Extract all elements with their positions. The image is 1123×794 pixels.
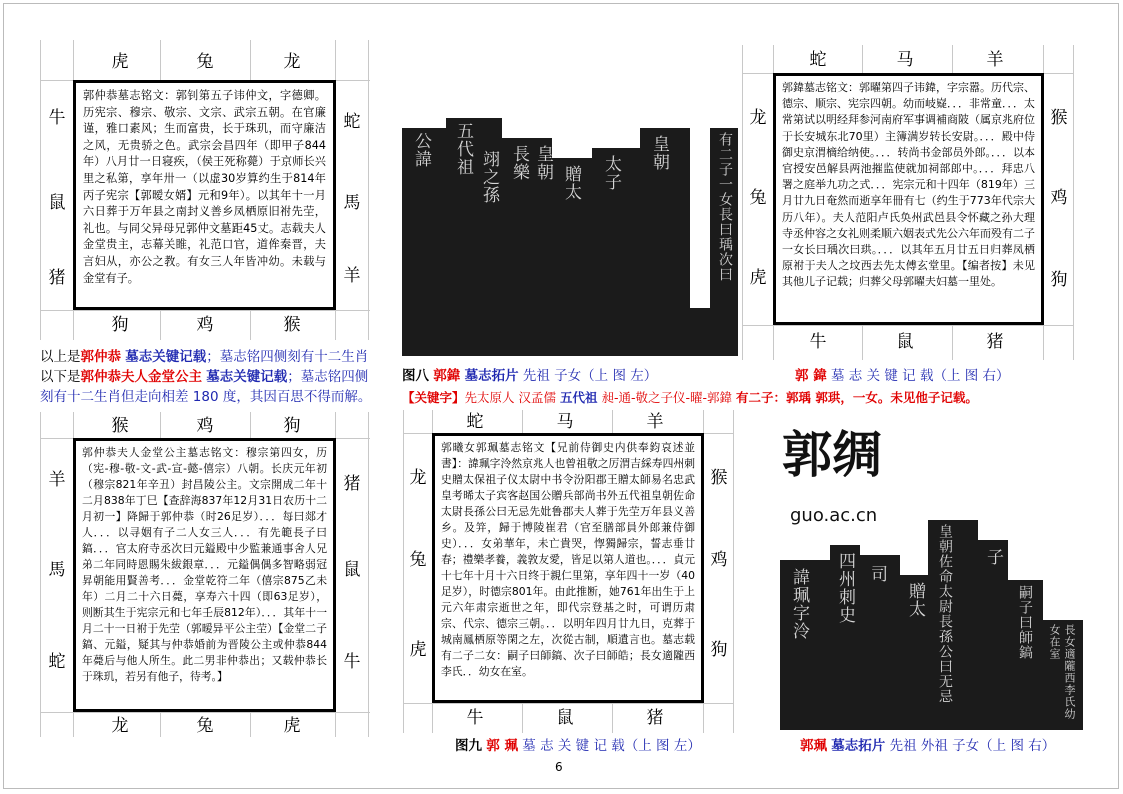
caption-jintang-princess: 以下是郭仲恭夫人金堂公主 墓志关键记载；墓志铭四侧 [40, 369, 369, 385]
epitaph-text-guo-wei: 郭鍏墓志铭文：郭曜第四子讳鍏，字宗嚣。历代宗、德宗、顺宗、宪宗四朝。幼而岐嶷．．．非常童．．．太常第试以明经拜参河南府军事调補商陂（属京兆府位于长安城东北70里）主簿满岁转长安尉。．．．殿中侍御史京渭樀给纳使。．．．转尚书金部员外郎。．．．以本官授安邑解县两池摧监使就加祠部郎中。．．．拜忠八署之庭举九功之式．．．宪宗元和十四年（819年）三月廿九日奄然而逝享年冊有七（约生于773年代宗大历八年）。夫人范阳卢氏奂州武邑县令怀藏之孙大理寺丞仲容之女礼则柔顺六姻表式先公六年而殁有二子一女长曰瑀次曰珙。．．．以其年五月廿五日归葬凤栖原祔于夫人之坟西去先太傅玄堂里。【编者按】未见其他儿子记载；归葬父母郭曜夫妇墓一里处。 [773, 73, 1044, 325]
rubbing-text: 贈太 [905, 582, 925, 618]
rubbing-text: 嗣子曰師鎬 [1017, 585, 1033, 660]
epitaph-text-jintang-princess: 郭仲恭夫人金堂公主墓志铭文：穆宗第四女，历（宪-穆-敬-文-武-宣-懿-僖宗）八朝。长庆元年初（穆宗821年辛丑）封昌陵公主。文宗開成二年十二月838年丁巳【查辞海837年12月31日农历十二月初一】降歸于郭仲恭（时26足岁）．．．每曰郯才人．．．以寻姻有子二人女三人．．．有先範長子曰鎬．．．官太府寺丞次曰元鎰殿中少監兼通事舍人兄弟二年同時恩賜朱紱銀章．．．元鎰偶偶多智略弱冠昇朝能用賢善考．．．金堂乾符二年（僖宗875乙未年）二月二十六日薨，享寿六十四（即63足岁），则断其生于宪宗元和七年壬辰812年）．．．其年十一月二十一日祔于先茔（郭暧异平公主茔）【金堂二子 鎬、元鎰，疑其与仲恭婚前为晋陵公主或仲恭844年薨后与他人所生。此二男非仲恭出；又载仲恭长于珠玑，若另有他子，待考。】 [73, 438, 336, 712]
epitaph-text-guo-zhonggong: 郭仲恭墓志铭文：郭钊第五子讳仲文，字德卿。历宪宗、穆宗、敬宗、文宗、武宗五朝。在官廉谨，雅口素风；生而富贵，长于珠玑，而守廉洁之风，无贵骄之色。武宗会昌四年（即甲子844年）八月廿一日寝疾，（侯王死称薨）于京师长兴里之私第，享年卅一（以虚30岁算约生于814年丙子宪宗【郭暧女婿】元和9年）。以其年十一月六日葬于万年县之南封义善乡凤栖原旧祔先茔，礼也。与同父异母兄郭仲文墓距45丈。志载夫人金堂贵主，志幕关睢，礼范口官，道侔秦晋，夫言妇从，亦公之教。有女三人年皆冲幼。未载与金堂有子。 [73, 80, 336, 310]
zodiac-label: 虎 [749, 268, 767, 288]
zodiac-label: 兔 [749, 188, 767, 208]
rubbing-text: 諱珮字泠 [789, 568, 809, 640]
zodiac-label: 蛇 [343, 112, 361, 132]
page-number: 6 [555, 760, 563, 774]
zodiac-label: 狗 [1050, 270, 1068, 290]
rubbing-text: 五代祖 [453, 122, 473, 176]
caption-guo-zhonggong: 以上是郭仲恭 墓志关键记载；墓志铭四侧刻有十二生肖 [40, 349, 369, 365]
zodiac-label: 羊 [646, 412, 664, 432]
zodiac-label: 龙 [749, 108, 767, 128]
zodiac-label: 羊 [986, 50, 1004, 70]
zodiac-label: 牛 [466, 708, 484, 728]
zodiac-label: 猪 [343, 474, 361, 494]
zodiac-label: 猴 [710, 468, 728, 488]
zodiac-label: 狗 [283, 416, 301, 436]
zodiac-label: 鸡 [196, 315, 214, 335]
rubbing-text: 太子 [601, 155, 621, 191]
zodiac-label: 猪 [986, 332, 1004, 352]
zodiac-label: 鼠 [556, 708, 574, 728]
rubbing-text: 翊之孫 [479, 150, 499, 204]
zodiac-label: 蛇 [809, 50, 827, 70]
rubbing-text: 公諱 [411, 132, 431, 168]
zodiac-label: 猪 [646, 708, 664, 728]
zodiac-label: 鼠 [343, 560, 361, 580]
zodiac-label: 羊 [48, 470, 66, 490]
zodiac-label: 馬 [343, 193, 361, 213]
rubbing-text: 皇朝佐命太尉長孫公曰无忌 [937, 524, 953, 704]
zodiac-label: 牛 [48, 108, 66, 128]
zodiac-label: 龙 [111, 716, 129, 736]
zodiac-label: 猴 [1050, 108, 1068, 128]
zodiac-label: 兔 [196, 716, 214, 736]
keyword-line: 【关键字】先太原人 汉孟儒 五代祖 昶-通-敬之子仪-曜-郭鍏 有二子：郭瑀 郭珙，一女。未见他子记载。 [402, 390, 978, 405]
rubbing-text: 有二子一女長曰瑀次曰 [717, 132, 733, 282]
caption-fig9: 图九 郭 珮 墓 志 关 键 记 载（上 图 左） [455, 738, 701, 754]
rubbing-text: 四州刺史 [835, 552, 855, 624]
rubbing-text: 司 [867, 565, 887, 583]
zodiac-label: 龙 [409, 468, 427, 488]
zodiac-label: 蛇 [48, 652, 66, 672]
zodiac-label: 兔 [409, 550, 427, 570]
zodiac-label: 鼠 [896, 332, 914, 352]
epitaph-text-guo-pei: 郭曦女郭珮墓志铭文【兄前侍御史内供奉鈞哀述並書】：諱珮字泠然京兆人也曾祖敬之厉渭吉綵寿四州刺史贈太保祖子仪太尉中书令汾阳郡王贈太師易名忠武皇考晞太子宾客赵国公贈兵部尚书外五代祖皇朝佐命太尉長孫公曰无忌先妣鲁郡夫人葬于先茔万年县义善乡。及笄，歸于博陵崔君（官至膳部員外郎兼侍御史）．．．女弟華年，未亡貴哭，惸獨歸宗，誓志垂廿春；禮樂孝養，義敦友愛，皆足以第人道也。．．．貞元十七年十月十六日终于親仁里第，享年四十一岁（40足岁），时德宗801年。由此推断，她761年出生于上元六年肃宗逝世之年，即代宗登基之时，可谓历肃宗、代宗、德宗三朝。．．以明年四月廿九日，克葬于城南鳳栖原等閑之左，次從古制，順遺言也。墓志载有二子二女：嗣子曰師鎬、次子曰師皓；長女適隴西李氏．．幼女在室。 [432, 433, 704, 703]
zodiac-label: 猴 [283, 315, 301, 335]
zodiac-label: 牛 [809, 332, 827, 352]
zodiac-label: 兔 [196, 52, 214, 72]
rubbing-text: 皇朝 [533, 145, 553, 181]
zodiac-label: 牛 [343, 652, 361, 672]
caption-fig8: 图八 郭鍏 墓志拓片 先祖 子女（上 图 左） [402, 368, 658, 384]
zodiac-label: 馬 [48, 560, 66, 580]
rubbing-text: 長樂 [509, 145, 529, 181]
caption-zodiac-note: 刻有十二生肖但走向相差 180 度，其因百思不得而解。 [40, 389, 372, 405]
rubbing-text: 皇朝 [649, 135, 669, 171]
zodiac-label: 羊 [343, 266, 361, 286]
rubbing-text: 長女適隴西李氏幼女在室 [1048, 624, 1076, 720]
zodiac-label: 猪 [48, 268, 66, 288]
zodiac-label: 虎 [111, 52, 129, 72]
zodiac-label: 猴 [111, 416, 129, 436]
zodiac-label: 马 [896, 50, 914, 70]
zodiac-label: 马 [556, 412, 574, 432]
zodiac-label: 蛇 [466, 412, 484, 432]
seal-url: guo.ac.cn [790, 505, 878, 526]
zodiac-label: 鸡 [196, 416, 214, 436]
zodiac-label: 鸡 [710, 550, 728, 570]
zodiac-label: 虎 [409, 640, 427, 660]
caption-fig9-right: 郭珮 墓志拓片 先祖 外祖 子女（上 图 右） [800, 738, 1056, 754]
zodiac-label: 鸡 [1050, 188, 1068, 208]
zodiac-label: 狗 [710, 640, 728, 660]
seal-calligraphy: 郭绸 [782, 425, 882, 484]
caption-fig8-right: 郭 鍏 墓 志 关 键 记 载（上 图 右） [795, 368, 1010, 384]
zodiac-label: 鼠 [48, 193, 66, 213]
rubbing-text: 子 [983, 548, 1003, 566]
zodiac-label: 狗 [111, 315, 129, 335]
zodiac-label: 虎 [283, 716, 301, 736]
zodiac-label: 龙 [283, 52, 301, 72]
rubbing-text: 贈太 [561, 165, 581, 201]
